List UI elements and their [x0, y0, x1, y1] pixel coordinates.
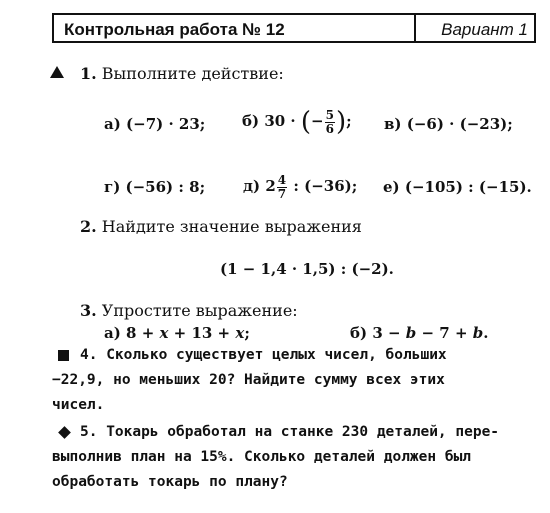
task1-number: 1. [80, 64, 97, 83]
task1-item-a: а) (−7) · 23; [104, 115, 206, 133]
task3-item-a-prefix: а) 8 + [104, 324, 160, 342]
task3-item-a-suffix: ; [244, 324, 250, 342]
variable-x: x [235, 324, 245, 342]
task5-number: 5. [80, 424, 98, 440]
left-paren: ( [300, 107, 312, 137]
task3-item-b-mid: − 7 + [416, 324, 473, 342]
variable-x: x [159, 324, 169, 342]
task4-line3: чисел. [52, 397, 105, 413]
worksheet-title: Контрольная работа № 12 [64, 20, 285, 39]
task3-number: 3. [80, 301, 97, 320]
variable-b: b [472, 324, 484, 342]
fraction-five-sixths [325, 109, 335, 135]
task3-item-b [350, 326, 488, 341]
task3-item-b-suffix: . [483, 324, 489, 342]
task3-item-b-prefix: б) 3 − [350, 324, 406, 342]
task5-line1 [80, 425, 499, 440]
task4-text-line1: Сколько существует целых чисел, больших [106, 347, 447, 363]
task5-line2: выполнив план на 15%. Сколько деталей должен был [52, 449, 472, 465]
task1-item-d: г) (−56) : 8; [104, 178, 206, 196]
square-icon [58, 350, 69, 361]
task4-number: 4. [80, 347, 98, 363]
triangle-icon [50, 66, 64, 78]
fraction-numerator: 5 [325, 107, 334, 122]
task1-item-e [243, 168, 357, 204]
task4-line1 [80, 348, 447, 363]
header-divider [414, 15, 416, 41]
variable-b: b [405, 324, 417, 342]
task5-line3: обработать токарь по плану? [52, 474, 288, 490]
fraction-numerator: 4 [277, 172, 287, 187]
variant-label: Вариант 1 [441, 20, 528, 39]
task1-item-e-suffix: : (−36); [293, 177, 358, 195]
task1-item-f: е) (−105) : (−15). [383, 178, 532, 196]
task1-text: Выполните действие: [101, 64, 284, 83]
task4-line2: −22,9, но меньших 20? Найдите сумму всех этих [52, 372, 445, 388]
task1-item-c: в) (−6) · (−23); [384, 115, 513, 133]
task5-text-line1: Токарь обработал на станке 230 деталей, пере- [106, 424, 500, 440]
diamond-icon [58, 426, 71, 439]
right-paren: ) [335, 107, 347, 137]
task2-heading [80, 219, 362, 235]
task1-item-b-suffix: ; [346, 112, 352, 130]
task1-heading [80, 66, 284, 82]
fraction-four-sevenths [277, 174, 287, 200]
task3-item-a [104, 326, 250, 341]
task1-item-b [242, 102, 352, 141]
fraction-denominator: 6 [325, 121, 334, 136]
task3-heading [80, 303, 298, 319]
task3-text: Упростите выражение: [101, 301, 298, 320]
task3-item-a-mid: + 13 + [168, 324, 236, 342]
header-box [52, 13, 536, 43]
task1-item-e-prefix: д) 2 [243, 177, 276, 195]
task2-expression: (1 − 1,4 · 1,5) : (−2). [220, 260, 394, 278]
task1-item-b-sign: − [311, 112, 324, 130]
task2-text: Найдите значение выражения [101, 217, 362, 236]
task2-number: 2. [80, 217, 97, 236]
task1-item-b-prefix: б) 30 · [242, 112, 296, 130]
fraction-denominator: 7 [277, 186, 287, 201]
